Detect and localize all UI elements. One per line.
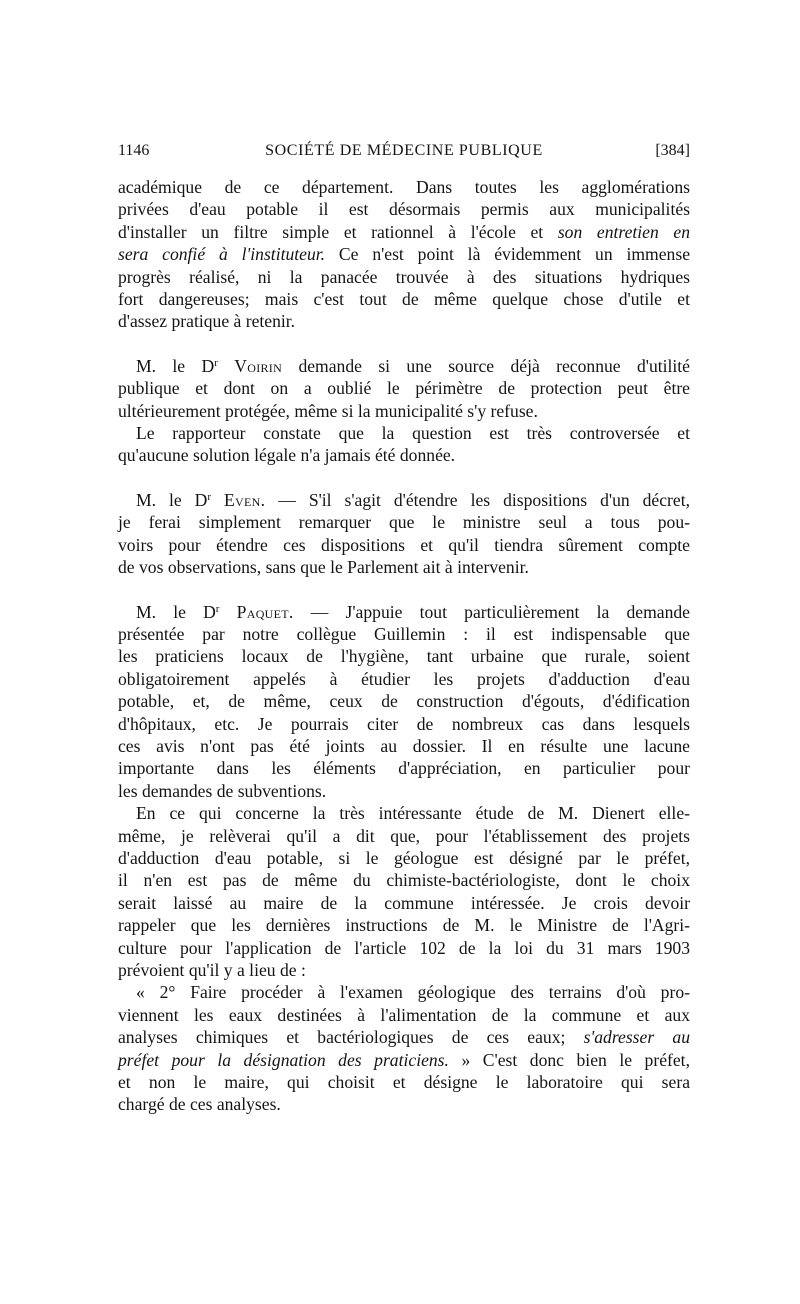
text-line	[118, 1049, 690, 1071]
running-title: SOCIÉTÉ DE MÉDECINE PUBLIQUE	[265, 142, 543, 159]
text-line	[118, 221, 690, 243]
speaker-name: Even.	[224, 489, 266, 510]
text-line: je ferai simplement remarquer que le ministre seul a tous pou-	[118, 512, 690, 533]
text-line: importante dans les éléments d'appréciation, en particulier pour	[118, 758, 690, 779]
text-line: progrès réalisé, ni la panacée trouvée à des situations hydriques	[118, 266, 690, 287]
text-fragment: demande si une source déjà reconnue d'utilité	[298, 355, 690, 376]
text-line: d'assez pratique à retenir.	[118, 311, 296, 332]
doctor-superscript: r	[214, 356, 218, 369]
page-number: 1146	[118, 142, 150, 159]
italic-fragment: sera confié à l'instituteur.	[118, 244, 326, 265]
text-line: prévoient qu'il y a lieu de :	[118, 960, 306, 980]
text-fragment: d'installer un filtre simple et rationnel à l'école et	[118, 221, 544, 242]
text-line: il n'en est pas de même du chimiste-bactériologiste, dont le choix	[118, 870, 690, 891]
text-line: privées d'eau potable il est désormais permis aux municipalités	[118, 199, 690, 220]
paragraph-paquet	[118, 601, 690, 1116]
italic-fragment: s'adresser au	[583, 1027, 690, 1048]
text-line: ultérieurement protégée, même si la municipalité s'y refuse.	[118, 400, 538, 421]
text-line: viennent les eaux destinées à l'alimentation de la commune et aux	[118, 1004, 690, 1025]
italic-fragment: son entretien en	[557, 221, 690, 242]
text-fragment: — S'il s'agit d'étendre les dispositions d'un décret,	[278, 489, 690, 510]
text-line	[118, 1026, 690, 1048]
text-line: En ce qui concerne la très intéressante étude de M. Dienert elle-	[136, 803, 690, 824]
text-line: de vos observations, sans que le Parlement ait à intervenir.	[118, 557, 529, 578]
speaker-prefix: M. le D	[136, 601, 216, 622]
book-page	[118, 140, 690, 1116]
doctor-superscript: r	[207, 490, 212, 503]
speaker-name: Voirin	[234, 355, 283, 376]
text-line: potable, et, de même, ceux de construction d'égouts, d'édification	[118, 691, 690, 712]
paragraph-even	[118, 489, 690, 579]
speaker-prefix: M. le D	[136, 489, 208, 510]
running-header	[118, 140, 690, 166]
text-line: les praticiens locaux de l'hygiène, tant urbaine que rurale, soient	[118, 646, 690, 667]
text-line	[118, 601, 690, 623]
text-line: académique de ce département. Dans toutes les agglomérations	[118, 177, 690, 197]
speaker-prefix: M. le D	[136, 355, 215, 376]
bracket-page-reference: [384]	[655, 142, 690, 159]
text-line: d'adduction d'eau potable, si le géologue est désigné par le préfet,	[118, 847, 690, 868]
text-line	[118, 243, 690, 265]
text-line: qu'aucune solution légale n'a jamais été donnée.	[118, 445, 456, 466]
text-line	[118, 489, 690, 511]
text-fragment: » C'est donc bien le préfet,	[461, 1049, 690, 1070]
text-line: « 2° Faire procéder à l'examen géologique des terrains d'où pro-	[136, 982, 690, 1003]
text-line: d'hôpitaux, etc. Je pourrais citer de nombreux cas dans lesquels	[118, 713, 690, 734]
text-line: culture pour l'application de l'article 102 de la loi du 31 mars 1903	[118, 937, 690, 958]
text-line: présentée par notre collègue Guillemin : il est indispensable que	[118, 623, 690, 644]
text-line: serait laissé au maire de la commune intéressée. Je crois devoir	[118, 892, 690, 913]
italic-fragment: préfet pour la désignation des praticiens.	[118, 1049, 449, 1070]
text-fragment: — J'appuie tout particulièrement la demande	[310, 601, 690, 622]
text-line: ces avis n'ont pas été joints au dossier. Il en résulte une lacune	[118, 735, 690, 756]
text-fragment: Ce n'est point là évidemment un immense	[338, 244, 690, 265]
text-line: voirs pour étendre ces dispositions et qu'il tiendra sûrement compte	[118, 534, 690, 555]
text-line: Le rapporteur constate que la question est très controversée et	[136, 423, 690, 444]
text-line: chargé de ces analyses.	[118, 1094, 281, 1115]
speaker-name: Paquet.	[236, 601, 294, 622]
text-line: rappeler que les dernières instructions de M. le Ministre de l'Agri-	[118, 915, 690, 936]
text-line: publique et dont on a oublié le périmètre de protection peut être	[118, 378, 690, 399]
text-line: et non le maire, qui choisit et désigne le laboratoire qui sera	[118, 1072, 690, 1093]
doctor-superscript: r	[215, 602, 220, 615]
paragraph-voirin	[118, 355, 690, 467]
paragraph-filter-installation	[118, 176, 690, 333]
text-fragment: analyses chimiques et bactériologiques de ces eaux;	[118, 1027, 566, 1048]
text-line: les demandes de subventions.	[118, 780, 327, 801]
text-line: fort dangereuses; mais c'est tout de même quelque chose d'utile et	[118, 289, 690, 310]
text-line: même, je relèverai qu'il a dit que, pour l'établissement des projets	[118, 825, 690, 846]
text-line: obligatoirement appelés à étudier les projets d'adduction d'eau	[118, 668, 690, 689]
text-line	[118, 355, 690, 377]
